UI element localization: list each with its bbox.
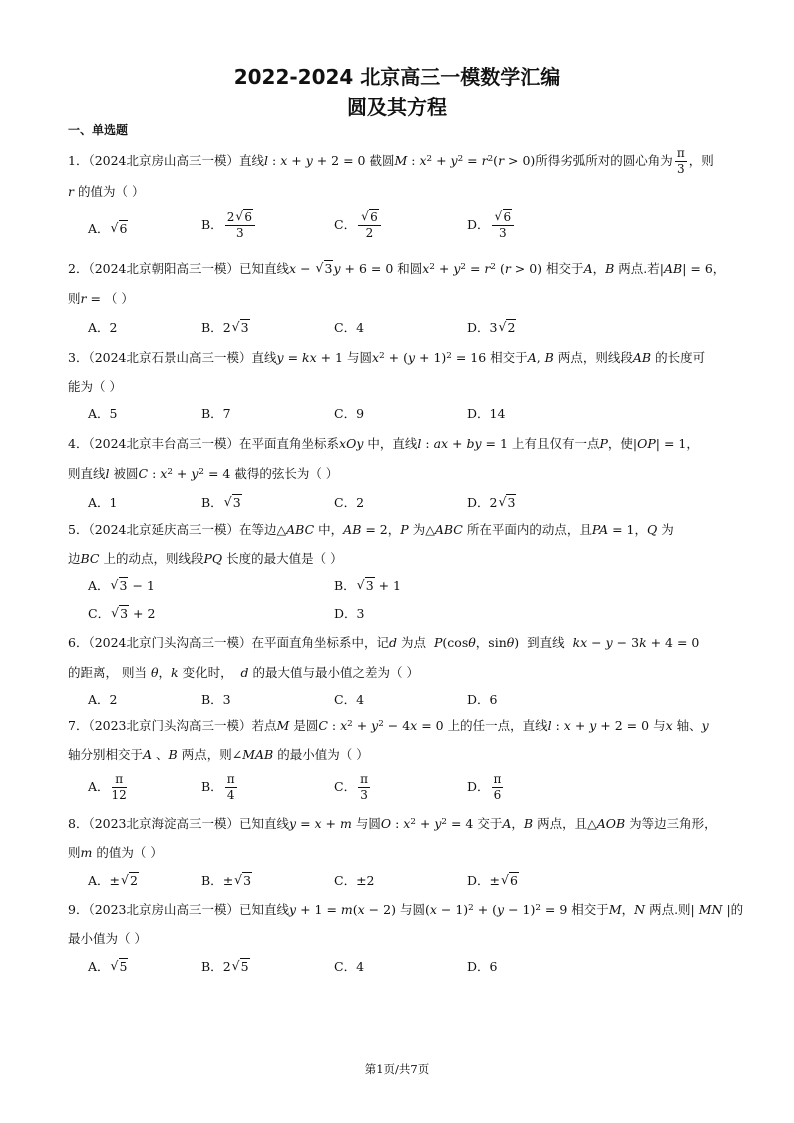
q2-option-b: B．2√ 3 — [201, 318, 250, 336]
question-2-line-1: 2．（2024北京朝阳高三一模）已知直线x − √ 3y + 6 = 0 和圆$x^2 + y^2 = r^2$ (r > 0) 相交于A，B 两点.若|AB| = 6， — [68, 259, 725, 277]
q1-option-a: A．√ 6 — [88, 219, 128, 237]
q6-option-c: C．4 — [334, 692, 365, 707]
question-7-line-1: 7．（2023北京门头沟高三一模）若点M 是圆C : $x^2 + y^2 - 4x = 0$ 上的任一点，直线l : x + y + 2 = 0 与x 轴、y — [68, 718, 709, 733]
q7-option-d: D． $\frac{\pi}{6}$ — [467, 772, 502, 802]
q5-option-a: A．√ 3 − 1 — [88, 576, 155, 594]
q9-option-b: B．2√ 5 — [201, 957, 250, 975]
question-3-line-1: 3．（2024北京石景山高三一模）直线y = kx + 1 与圆$x^2 + (y + 1)^2 = 16$ 相交于A, B 两点，则线段AB 的长度可 — [68, 350, 706, 365]
question-3-line-2: 能为（ ） — [68, 379, 122, 394]
q6-option-d: D．6 — [467, 692, 498, 707]
q8-option-b: B．±√ 3 — [201, 871, 252, 889]
fraction-pi-over-3: $\frac{\pi}{3}$ — [676, 146, 685, 176]
q2-option-d: D．3√ 2 — [467, 318, 516, 336]
q1-option-c: C． √ $\frac{6}{2}$ — [334, 210, 383, 241]
question-1-line-1: 1．（2024北京房山高三一模）直线l : x + y + 2 = 0 截圆M : $x^2 + y^2 = r^2(r > 0)$所得劣弧所对的圆心角为 $\frac{\pi}{3}$ ，则 — [68, 146, 714, 176]
q8-option-d: D．±√ 6 — [467, 871, 519, 889]
q7-option-c: C． $\frac{\pi}{3}$ — [334, 772, 368, 802]
question-6-line-1: 6．（2024北京门头沟高三一模）在平面直角坐标系中，记d 为点 P(cosθ，sinθ) 到直线 kx − y − 3k + 4 = 0 — [68, 635, 700, 650]
page-footer: 第1页/共7页 — [364, 1062, 430, 1076]
q1-option-d: D． √ $\frac{6}{3}$ — [467, 210, 516, 241]
q5-option-d: D．3 — [334, 606, 365, 621]
q4-option-d: D．2√ 3 — [467, 493, 516, 511]
q3-option-a: A．5 — [88, 406, 118, 421]
question-8-line-2: 则m 的值为（ ） — [68, 845, 163, 860]
question-6-line-2: 的距离， 则当 θ，k 变化时， d 的最大值与最小值之差为（ ） — [68, 665, 420, 680]
section-heading: 一、单选题 — [68, 123, 129, 137]
q7-option-a: A． $\frac{\pi}{12}$ — [88, 772, 127, 802]
q4-option-b: B．√ 3 — [201, 493, 242, 511]
question-5-line-1: 5．（2024北京延庆高三一模）在等边△ABC 中，AB = 2，P 为△ABC 所在平面内的动点，且PA = 1，Q 为 — [68, 522, 674, 537]
doc-title: 2022-2024 北京高三一模数学汇编 — [233, 65, 561, 89]
question-5-line-2: 边BC 上的动点，则线段PQ 长度的最大值是（ ） — [68, 551, 343, 566]
q4-option-a: A．1 — [88, 495, 118, 510]
q8-option-c: C．±2 — [334, 873, 375, 888]
question-4-line-2: 则直线l 被圆C : $x^2 + y^2 = 4$ 截得的弦长为（ ） — [68, 466, 339, 481]
q3-option-c: C．9 — [334, 406, 365, 421]
q3-option-d: D．14 — [467, 406, 506, 421]
question-7-line-2: 轴分别相交于A 、B 两点，则∠MAB 的最小值为（ ） — [68, 747, 369, 762]
q2-option-c: C．4 — [334, 320, 365, 335]
q8-option-a: A．±√ 2 — [88, 871, 139, 889]
q6-option-a: A．2 — [88, 692, 118, 707]
q9-option-a: A．√ 5 — [88, 957, 128, 975]
q5-option-c: C．√ 3 + 2 — [88, 604, 155, 622]
q6-option-b: B．3 — [201, 692, 231, 707]
q4-option-c: C．2 — [334, 495, 365, 510]
q5-option-b: B．√ 3 + 1 — [334, 576, 401, 594]
q1-option-b: B． $\frac{2√ 6}{3}$ — [201, 210, 257, 241]
question-2-line-2: 则r = （ ） — [68, 291, 134, 306]
question-4-line-1: 4．（2024北京丰台高三一模）在平面直角坐标系xOy 中，直线l : ax + by = 1 上有且仅有一点P，使|OP| = 1， — [68, 436, 699, 451]
q3-option-b: B．7 — [201, 406, 231, 421]
question-9-line-1: 9．（2023北京房山高三一模）已知直线y + 1 = m(x − 2) 与圆$(x - 1)^2 + (y - 1)^2 = 9$ 相交于M，N 两点.则| MN |的 — [68, 902, 744, 917]
question-1-line-2: r 的值为（ ） — [68, 184, 145, 199]
question-8-line-1: 8．（2023北京海淀高三一模）已知直线y = x + m 与圆O : $x^2 + y^2 = 4$ 交于A，B 两点，且△AOB 为等边三角形， — [68, 816, 717, 831]
q9-option-d: D．6 — [467, 959, 498, 974]
doc-subtitle: 圆及其方程 — [347, 95, 447, 119]
question-9-line-2: 最小值为（ ） — [68, 931, 147, 946]
q2-option-a: A．2 — [88, 320, 118, 335]
q7-option-b: B． $\frac{\pi}{4}$ — [201, 772, 235, 802]
q9-option-c: C．4 — [334, 959, 365, 974]
